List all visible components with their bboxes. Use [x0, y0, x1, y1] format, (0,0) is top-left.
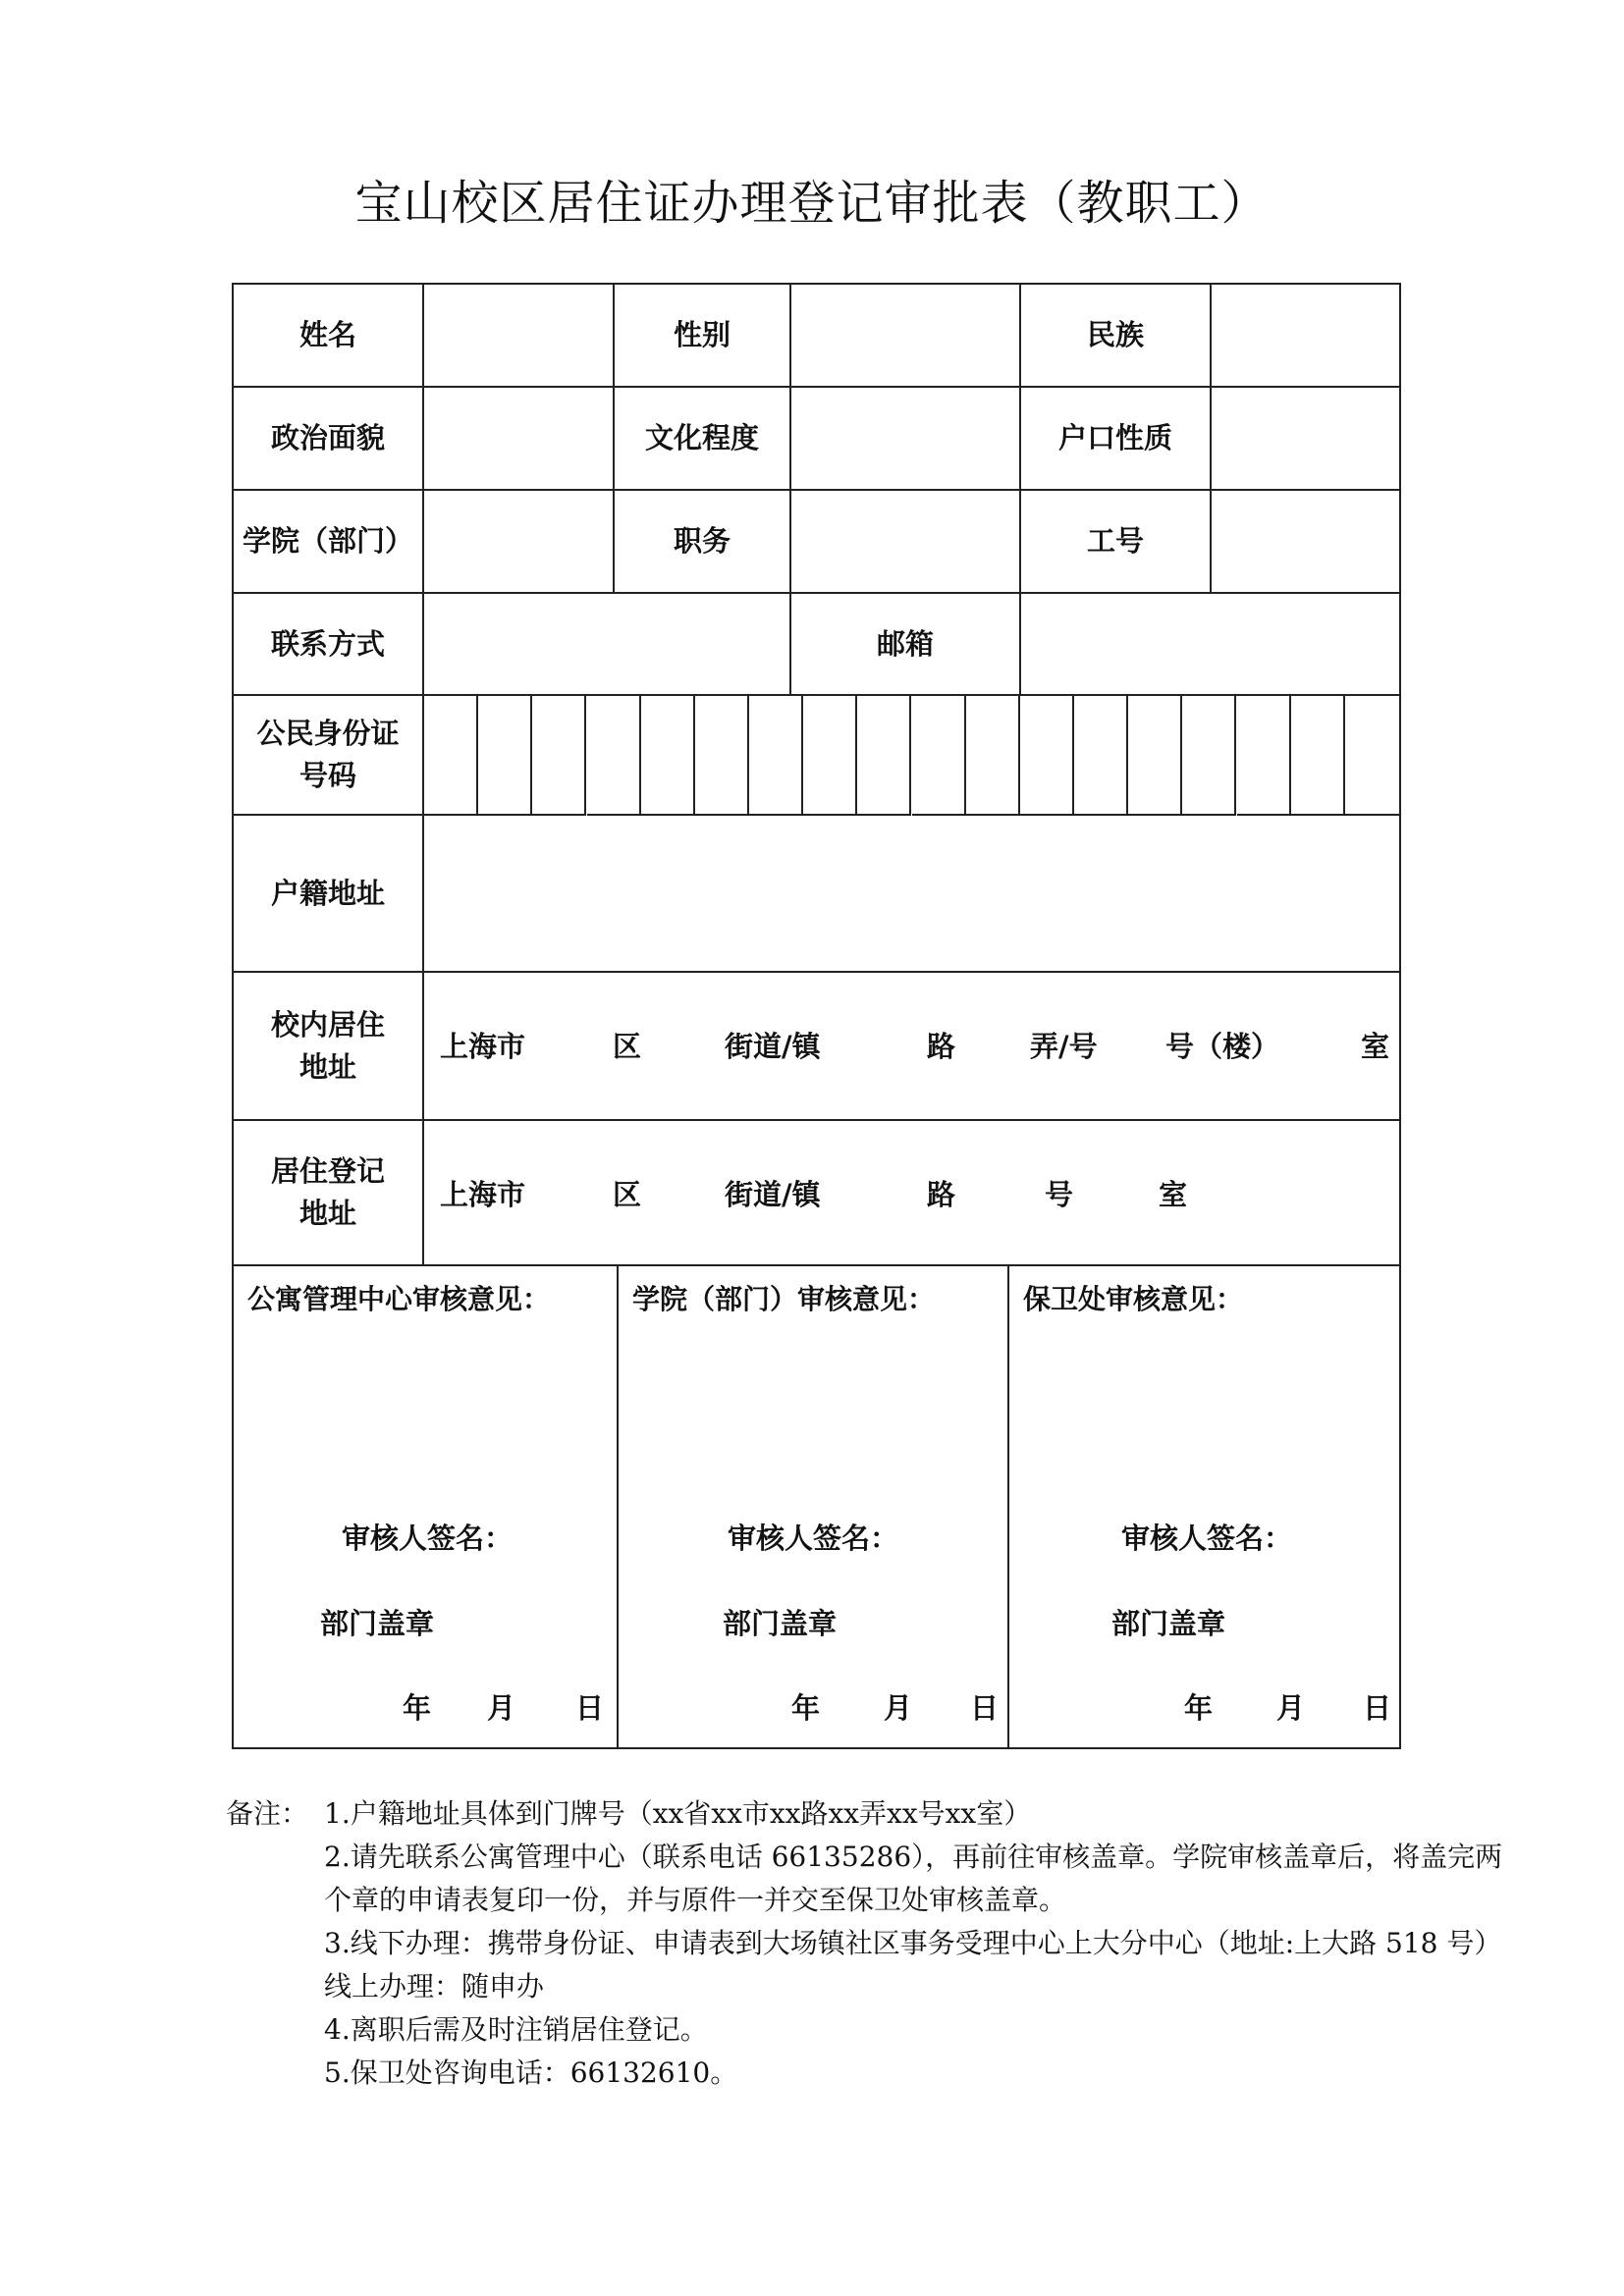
apartment-center-year: 年	[403, 1691, 432, 1725]
apartment-center-signer: 审核人签名：	[342, 1522, 514, 1555]
id-digit-box[interactable]	[1237, 696, 1291, 816]
email-field[interactable]	[1021, 594, 1399, 696]
hukou-address-field[interactable]	[424, 816, 1399, 973]
department-month: 月	[884, 1691, 913, 1725]
department-signer: 审核人签名：	[728, 1522, 899, 1555]
label-political-status: 政治面貌	[234, 388, 424, 491]
residence-addr-district: 区	[613, 1178, 642, 1211]
apartment-center-month: 月	[487, 1691, 516, 1725]
notes-label: 备注：	[226, 1797, 309, 1830]
campus-addr-lane: 弄/号	[1030, 1030, 1098, 1063]
id-digit-box[interactable]	[641, 696, 695, 816]
hukou-type-field[interactable]	[1212, 388, 1399, 491]
apartment-center-day: 日	[575, 1691, 605, 1725]
security-office-stamp: 部门盖章	[1111, 1607, 1226, 1640]
note-item-1: 1.户籍地址具体到门牌号（xx省xx市xx路xx弄xx号xx室）	[324, 1797, 1032, 1830]
id-digit-box[interactable]	[912, 696, 966, 816]
staff-id-field[interactable]	[1212, 491, 1399, 594]
note-item-3: 3.线下办理：携带身份证、申请表到大场镇社区事务受理中心上大分中心（地址:上大路 518 号）	[324, 1927, 1502, 1959]
security-office-month: 月	[1276, 1691, 1306, 1725]
id-digit-box[interactable]	[478, 696, 532, 816]
id-digit-box[interactable]	[1074, 696, 1128, 816]
security-office-opinion-heading: 保卫处审核意见：	[1023, 1283, 1244, 1315]
department-opinion[interactable]	[619, 1266, 1009, 1747]
residence-addr-room: 室	[1159, 1178, 1188, 1211]
department-year: 年	[791, 1691, 821, 1725]
campus-addr-road: 路	[927, 1030, 956, 1063]
label-ethnicity: 民族	[1021, 285, 1212, 388]
label-education: 文化程度	[615, 388, 791, 491]
id-digit-box[interactable]	[532, 696, 586, 816]
id-digit-box[interactable]	[1345, 696, 1399, 816]
label-hukou-address: 户籍地址	[234, 816, 424, 973]
department-opinion-heading: 学院（部门）审核意见：	[632, 1283, 936, 1315]
label-email: 邮箱	[791, 594, 1021, 696]
form-title: 宝山校区居住证办理登记审批表（教职工）	[354, 176, 1270, 231]
campus-addr-building: 号（楼）	[1165, 1030, 1280, 1063]
apartment-center-stamp: 部门盖章	[320, 1607, 435, 1640]
department-day: 日	[970, 1691, 1000, 1725]
campus-address-label-line1: 校内居住	[270, 1007, 385, 1041]
security-office-signer: 审核人签名：	[1121, 1522, 1293, 1555]
id-digit-box[interactable]	[1020, 696, 1074, 816]
label-id-number	[234, 696, 424, 816]
security-office-opinion[interactable]	[1009, 1266, 1399, 1747]
label-campus-address	[234, 973, 424, 1121]
label-gender: 性别	[615, 285, 791, 388]
department-field[interactable]	[424, 491, 615, 594]
campus-address-field[interactable]	[424, 973, 1399, 1121]
campus-addr-street: 街道/镇	[725, 1030, 821, 1063]
contact-field[interactable]	[424, 594, 791, 696]
label-name: 姓名	[234, 285, 424, 388]
political-status-field[interactable]	[424, 388, 615, 491]
id-digit-box[interactable]	[1128, 696, 1182, 816]
position-field[interactable]	[791, 491, 1021, 594]
note-item-5: 5.保卫处咨询电话：66132610。	[324, 2056, 738, 2089]
note-item-3-cont: 线上办理：随申办	[324, 1970, 545, 2002]
security-office-year: 年	[1184, 1691, 1214, 1725]
gender-field[interactable]	[791, 285, 1021, 388]
note-item-4: 4.离职后需及时注销居住登记。	[324, 2013, 708, 2046]
residence-address-label-line2: 地址	[298, 1197, 356, 1230]
residence-address-field[interactable]	[424, 1121, 1399, 1266]
label-residence-address	[234, 1121, 424, 1266]
residence-address-label-line1: 居住登记	[270, 1154, 385, 1188]
apartment-center-opinion[interactable]	[234, 1266, 619, 1747]
residence-addr-city: 上海市	[440, 1178, 526, 1211]
id-digit-box[interactable]	[1291, 696, 1345, 816]
id-digit-box[interactable]	[966, 696, 1020, 816]
id-digit-box[interactable]	[424, 696, 478, 816]
note-item-2: 2.请先联系公寓管理中心（联系电话 66135286），再前往审核盖章。学院审核盖章后，将盖完两	[324, 1841, 1503, 1873]
name-field[interactable]	[424, 285, 615, 388]
id-digit-box[interactable]	[749, 696, 803, 816]
id-digit-box[interactable]	[803, 696, 857, 816]
label-contact: 联系方式	[234, 594, 424, 696]
label-staff-id: 工号	[1021, 491, 1212, 594]
education-field[interactable]	[791, 388, 1021, 491]
id-digit-box[interactable]	[1182, 696, 1236, 816]
note-item-2-cont: 个章的申请表复印一份，并与原件一并交至保卫处审核盖章。	[324, 1884, 1067, 1916]
id-digit-box[interactable]	[587, 696, 641, 816]
residence-addr-road: 路	[927, 1178, 956, 1211]
id-number-label-line2: 号码	[298, 759, 356, 792]
id-number-boxes	[424, 696, 1399, 816]
id-digit-box[interactable]	[695, 696, 749, 816]
department-stamp: 部门盖章	[723, 1607, 838, 1640]
ethnicity-field[interactable]	[1212, 285, 1399, 388]
label-position: 职务	[615, 491, 791, 594]
id-digit-box[interactable]	[857, 696, 911, 816]
campus-addr-city: 上海市	[440, 1030, 526, 1063]
residence-addr-street: 街道/镇	[725, 1178, 821, 1211]
residence-addr-number: 号	[1045, 1178, 1074, 1211]
registration-form-table	[232, 283, 1401, 1749]
campus-addr-room: 室	[1361, 1030, 1390, 1063]
label-hukou-type: 户口性质	[1021, 388, 1212, 491]
campus-addr-district: 区	[613, 1030, 642, 1063]
campus-address-label-line2: 地址	[298, 1049, 356, 1084]
apartment-center-opinion-heading: 公寓管理中心审核意见：	[247, 1283, 551, 1315]
id-number-label-line1: 公民身份证	[256, 717, 400, 750]
label-department: 学院（部门）	[234, 491, 424, 594]
security-office-day: 日	[1363, 1691, 1392, 1725]
